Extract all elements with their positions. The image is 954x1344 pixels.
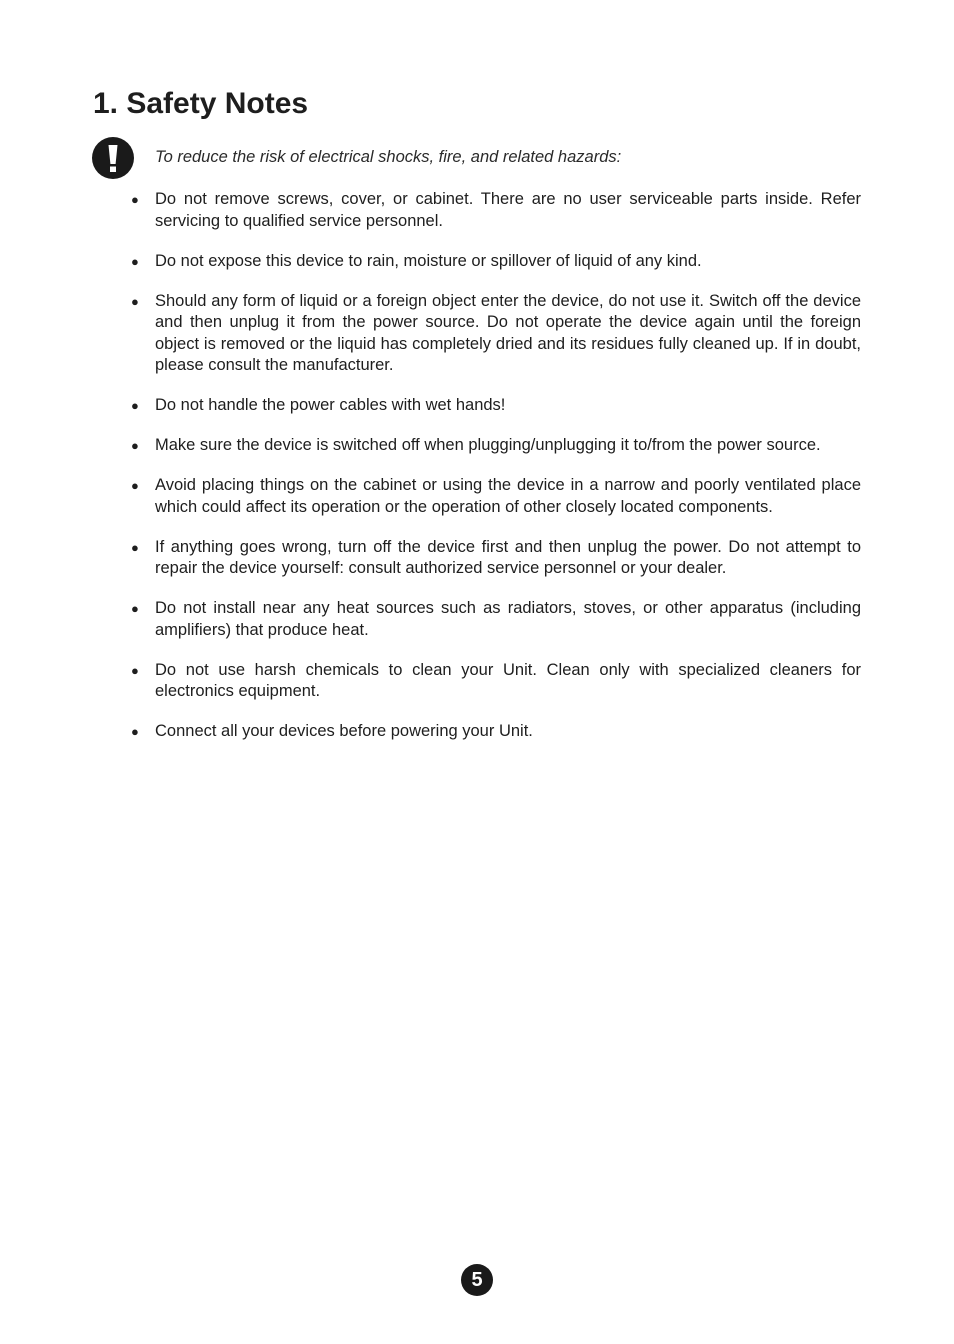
bullet-icon: ●: [131, 539, 139, 555]
note-text: Should any form of liquid or a foreign object enter the device, do not use it. Switch off the device and then unplug it from the power source. Do not operate the device again until the foreign object is removed or the liquid has completely dried and its residues fully cleaned up. If in doubt, please consult the manufacturer.: [155, 291, 861, 374]
exclamation-circle-icon: [92, 137, 134, 179]
list-item: [131, 395, 861, 417]
note-text: Do not install near any heat sources such as radiators, stoves, or other apparatus (including amplifiers) that produce heat.: [155, 599, 861, 639]
note-text: Make sure the device is switched off when plugging/unplugging it to/from the power source.: [155, 436, 821, 454]
list-item: [131, 475, 861, 518]
intro-text: To reduce the risk of electrical shocks, fire, and related hazards:: [155, 148, 622, 166]
list-item: [131, 251, 861, 273]
note-text: If anything goes wrong, turn off the device first and then unplug the power. Do not attempt to repair the device yourself: consult authorized service personnel or your dealer.: [155, 537, 861, 577]
bullet-icon: ●: [131, 398, 139, 413]
note-text: Do not handle the power cables with wet hands!: [155, 396, 506, 414]
list-item: [131, 291, 861, 377]
bullet-icon: ●: [131, 438, 139, 453]
bullet-icon: ●: [131, 478, 139, 493]
note-text: Do not use harsh chemicals to clean your Unit. Clean only with specialized cleaners for electronics equipment.: [155, 660, 861, 700]
note-text: Connect all your devices before powering your Unit.: [155, 722, 533, 740]
bullet-icon: ●: [131, 724, 139, 739]
page-title: 1. Safety Notes: [93, 87, 309, 120]
list-item: [131, 721, 861, 743]
bullet-icon: ●: [131, 192, 139, 207]
bullet-icon: ●: [131, 662, 139, 678]
note-text: Do not remove screws, cover, or cabinet. There are no user serviceable parts inside. Refer servicing to qualified service personnel.: [155, 190, 861, 230]
note-text: Avoid placing things on the cabinet or using the device in a narrow and poorly ventilated place which could affect its operation or the operation of other closely located components.: [155, 476, 861, 516]
list-item: [131, 598, 861, 641]
safety-notes-list: [131, 189, 861, 761]
list-item: [131, 189, 861, 232]
note-text: Do not expose this device to rain, moisture or spillover of liquid of any kind.: [155, 251, 702, 270]
list-item: [131, 435, 861, 457]
bullet-icon: ●: [131, 253, 139, 269]
bullet-icon: ●: [131, 293, 139, 309]
bullet-icon: ●: [131, 601, 139, 616]
list-item: [131, 660, 861, 703]
page-number-badge: 5: [461, 1264, 493, 1296]
list-item: [131, 537, 861, 580]
